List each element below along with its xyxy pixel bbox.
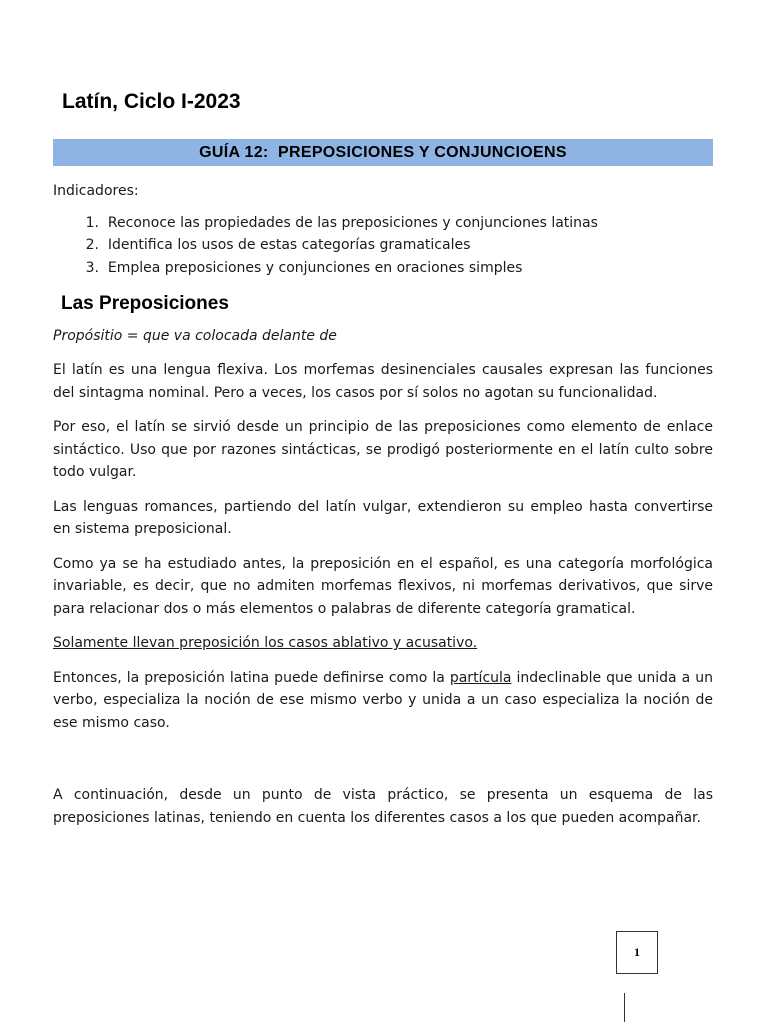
body-paragraph: Como ya se ha estudiado antes, la preposición en el español, es una categoría morfológica invariable, es decir, que no admiten morfemas flexivos, ni morfemas derivativos, que sirve para relacionar dos o más elementos o palabras de diferente categoría gramatical. xyxy=(53,555,713,617)
indicators-label: Indicadores: xyxy=(53,183,139,199)
underlined-note: Solamente llevan preposición los casos ablativo y acusativo. xyxy=(53,635,478,651)
page-number: 1 xyxy=(634,945,640,959)
indicator-text: Identifica los usos de estas categorías gramaticales xyxy=(107,237,471,253)
indicator-text: Emplea preposiciones y conjunciones en oraciones simples xyxy=(107,259,523,276)
indicator-number: 2. xyxy=(85,237,99,253)
indicator-number: 3. xyxy=(85,259,99,276)
section-heading: Las Preposiciones xyxy=(61,293,229,314)
definition-underlined-word: partícula xyxy=(449,669,512,686)
guide-title: GUÍA 12: PREPOSICIONES Y CONJUNCIOENS xyxy=(199,143,567,161)
purpose-line: Propósitio = que va colocada delante de xyxy=(53,327,337,344)
indicator-number: 1. xyxy=(85,214,99,231)
body-paragraph: El latín es una lengua flexiva. Los morfemas desinenciales causales expresan las funciones del sintagma nominal. Pero a veces, los casos por sí solos no agotan su funcionalidad. xyxy=(53,362,713,401)
body-paragraph: Por eso, el latín se sirvió desde un principio de las preposiciones como elemento de enlace sintáctico. Uso que por razones sintácticas, se prodigó posteriormente en el latín culto sobre todo vulgar. xyxy=(53,419,713,480)
indicator-item xyxy=(53,234,713,257)
guide-title-banner xyxy=(53,139,713,166)
body-paragraph: Las lenguas romances, partiendo del latín vulgar, extendieron su empleo hasta convertirse en sistema preposicional. xyxy=(53,498,713,537)
document-body xyxy=(53,180,713,841)
page-title: Latín, Ciclo I-2023 xyxy=(62,90,241,113)
indicator-text: Reconoce las propiedades de las preposiciones y conjunciones latinas xyxy=(107,214,598,231)
spacer xyxy=(53,746,713,784)
indicator-item xyxy=(53,212,713,235)
definition-paragraph: Entonces, la preposición latina puede definirse como la partícula indeclinable que unida a un verbo, especializa la noción de ese mismo verbo y unida a un caso especializa la noción de ese mismo caso. xyxy=(53,669,713,731)
page-number-box xyxy=(616,931,658,974)
closing-paragraph: A continuación, desde un punto de vista práctico, se presenta un esquema de las preposiciones latinas, teniendo en cuenta los diferentes casos a los que pueden acompañar. xyxy=(53,787,713,826)
footer-divider xyxy=(624,993,625,1022)
indicator-item xyxy=(53,257,713,280)
indicators-list xyxy=(53,212,713,280)
